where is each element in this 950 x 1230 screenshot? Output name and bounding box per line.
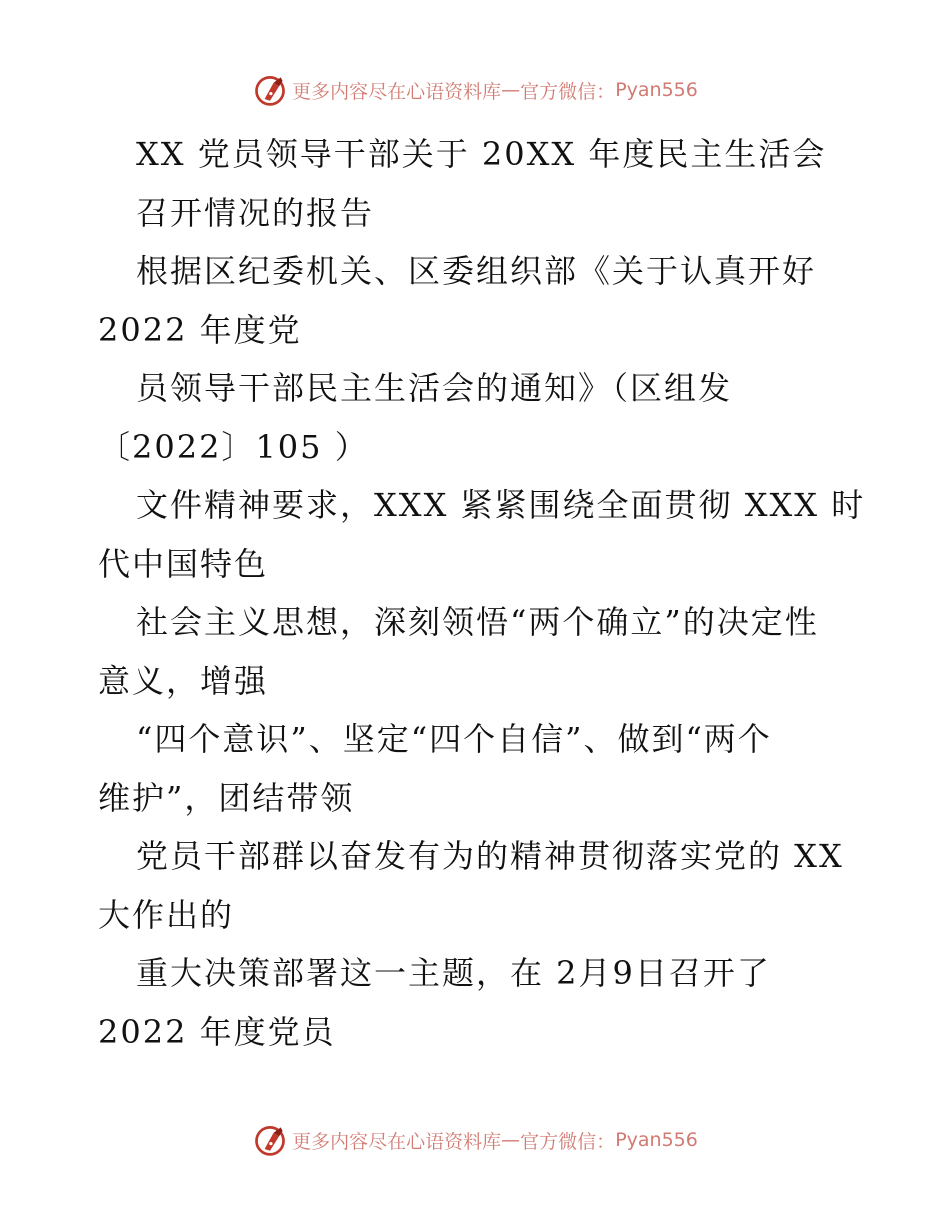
paragraph-line: 员领导干部民主生活会的通知》（区组发 bbox=[136, 369, 733, 407]
watermark-text: 更多内容尽在心语资料库 bbox=[292, 1130, 502, 1153]
pen-nib-logo-icon bbox=[252, 72, 288, 108]
paragraph-line: “四个意识”、坚定“四个自信”、做到“两个 bbox=[136, 720, 772, 758]
paragraph-line: 代中国特色 bbox=[98, 544, 269, 583]
footer-watermark bbox=[0, 1120, 950, 1160]
paragraph-line: 大作出的 bbox=[98, 895, 235, 934]
paragraph-line: 2022 年度党 bbox=[98, 310, 302, 349]
paragraph-line: 意义，增强 bbox=[98, 661, 269, 700]
watermark-separator: — bbox=[501, 1129, 521, 1151]
paragraph-line: 社会主义思想，深刻领悟“两个确立”的决定性 bbox=[136, 603, 819, 641]
paragraph-line: 2022 年度党员 bbox=[98, 1012, 336, 1051]
paragraph-line: 根据区纪委机关、区委组织部《关于认真开好 bbox=[136, 252, 817, 290]
watermark-wechat-id: Pyan556 bbox=[615, 1129, 698, 1151]
watermark-separator: — bbox=[501, 79, 521, 101]
title-line-1: XX 党员领导干部关于 20XX 年度民主生活会 bbox=[136, 135, 827, 173]
title-line-2: 召开情况的报告 bbox=[136, 193, 375, 232]
pen-nib-logo-icon bbox=[252, 1122, 288, 1158]
document-body bbox=[98, 125, 868, 1061]
paragraph-line: 文件精神要求，XXX 紧紧围绕全面贯彻 XXX 时 bbox=[136, 486, 866, 524]
paragraph-line: 〔2022〕105 ） bbox=[98, 427, 369, 466]
watermark-wechat-label: 官方微信： bbox=[520, 80, 616, 103]
paragraph-line: 党员干部群以奋发有为的精神贯彻落实党的 XX bbox=[136, 837, 844, 875]
watermark-text: 更多内容尽在心语资料库 bbox=[292, 80, 502, 103]
watermark-wechat-label: 官方微信： bbox=[520, 1130, 616, 1153]
paragraph-line: 维护”，团结带领 bbox=[98, 778, 355, 817]
header-watermark bbox=[0, 70, 950, 110]
watermark-wechat-id: Pyan556 bbox=[615, 79, 698, 101]
paragraph-line: 重大决策部署这一主题，在 2月9日召开了 bbox=[136, 954, 771, 992]
